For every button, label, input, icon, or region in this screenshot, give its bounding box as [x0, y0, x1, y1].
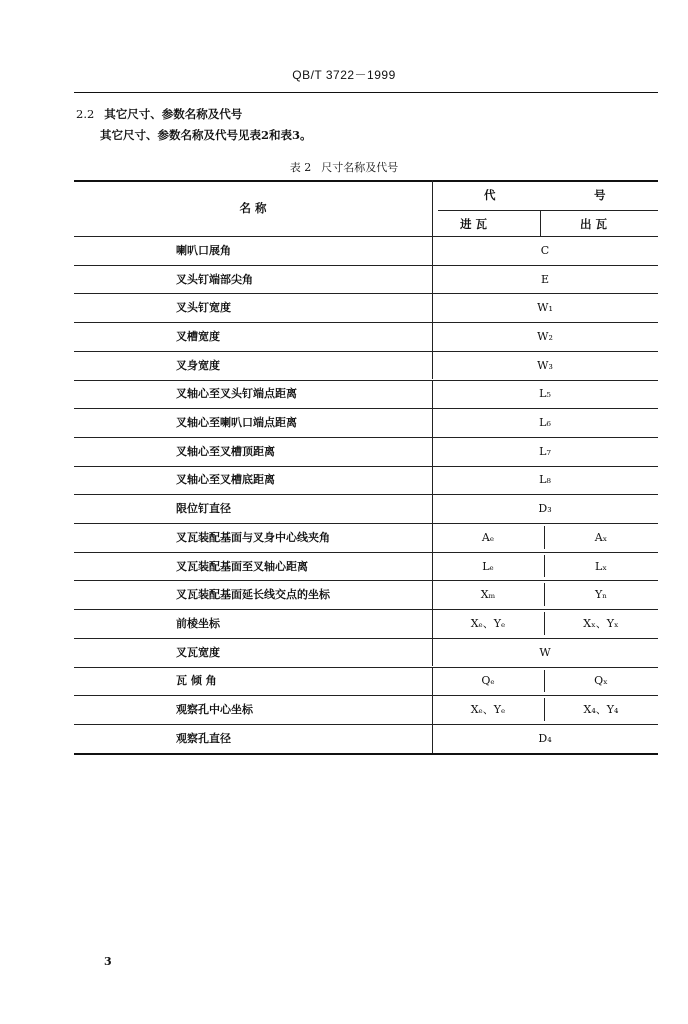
row-name: 叉轴心至叉槽底距离: [176, 473, 275, 487]
table-number: 表 2: [289, 161, 312, 174]
row-code-in: Qₑ: [481, 674, 495, 688]
row-code-out: X₄、Y₄: [583, 703, 619, 717]
section-heading: [76, 106, 242, 122]
row-rule: [74, 695, 658, 696]
row-rule: [74, 322, 658, 323]
row-name: 叉头钉宽度: [176, 301, 231, 315]
row-name: 前棱坐标: [176, 616, 220, 630]
row-code-in: Aₑ: [481, 530, 495, 544]
row-code-out: Lₓ: [595, 559, 607, 573]
row-code-in: Xₘ: [480, 588, 496, 602]
column-header-code-right: 号: [594, 188, 606, 202]
row-rule: [74, 609, 658, 610]
row-rule: [74, 293, 658, 294]
row-name: 叉瓦宽度: [176, 645, 220, 659]
row-rule: [74, 351, 658, 352]
row-code: D₄: [538, 731, 552, 745]
row-name: 叉轴心至叉槽顶距离: [176, 444, 275, 458]
row-rule: [74, 638, 658, 639]
header-rule: [74, 92, 658, 93]
subheader-out: 出 瓦: [580, 217, 608, 231]
row-name: 叉槽宽度: [176, 329, 220, 343]
row-name: 观察孔直径: [176, 731, 231, 745]
table-top-rule: [74, 180, 658, 182]
column-header-code-left: 代: [484, 188, 496, 202]
header-subdivider: [540, 210, 541, 236]
row-code: W₃: [537, 358, 553, 372]
row-rule: [74, 380, 658, 381]
row-name: 叉身宽度: [176, 358, 220, 372]
row-name: 喇叭口展角: [176, 243, 231, 257]
row-rule: [74, 552, 658, 553]
row-rule: [74, 523, 658, 524]
row-name: 观察孔中心坐标: [176, 703, 253, 717]
section-number: 2.2: [76, 107, 95, 121]
row-rule: [74, 667, 658, 668]
row-rule: [74, 494, 658, 495]
row-name: 叉瓦装配基面与叉身中心线夹角: [176, 530, 330, 544]
row-rule: [74, 437, 658, 438]
row-code-out: Aₓ: [594, 530, 608, 544]
row-code: W₁: [537, 301, 553, 315]
section-title: 其它尺寸、参数名称及代号: [104, 107, 243, 121]
column-header-name: 名 称: [239, 201, 267, 215]
row-name: 叉轴心至叉头钉端点距离: [176, 387, 297, 401]
row-code-in: Xₑ、Yₑ: [470, 703, 506, 717]
row-rule: [74, 408, 658, 409]
table-header-rule: [74, 236, 658, 237]
row-name: 瓦 倾 角: [176, 674, 217, 688]
row-code: W: [539, 645, 551, 659]
page-number: 3: [104, 955, 112, 968]
row-code: L₈: [539, 473, 551, 487]
table-title: 尺寸名称及代号: [321, 161, 399, 174]
table-bottom-rule: [74, 753, 658, 755]
row-code: E: [540, 272, 550, 286]
row-rule: [74, 466, 658, 467]
table-caption: [0, 159, 688, 175]
row-code: L₆: [539, 416, 551, 430]
subheader-in: 进 瓦: [460, 217, 488, 231]
row-rule: [74, 724, 658, 725]
row-name: 叉头钉端部尖角: [176, 272, 253, 286]
row-code: C: [540, 243, 550, 257]
row-name: 叉瓦装配基面延长线交点的坐标: [176, 588, 330, 602]
header-subrule: [438, 210, 658, 211]
row-code-in: Xₑ、Yₑ: [470, 616, 506, 630]
row-code: D₃: [538, 502, 552, 516]
section-text: 其它尺寸、参数名称及代号见表2和表3。: [100, 128, 312, 142]
document-header: QB/T 3722－1999: [292, 68, 396, 82]
row-code-out: Qₓ: [594, 674, 608, 688]
row-code: L₅: [539, 387, 551, 401]
row-name: 叉瓦装配基面至叉轴心距离: [176, 559, 308, 573]
row-code-out: Xₓ、Yₓ: [583, 616, 619, 630]
header-divider: [432, 180, 433, 236]
row-rule: [74, 265, 658, 266]
row-code: L₇: [539, 444, 551, 458]
row-code: W₂: [537, 329, 553, 343]
row-name: 限位钉直径: [176, 502, 231, 516]
row-rule: [74, 580, 658, 581]
row-code-out: Yₙ: [594, 588, 608, 602]
row-code-in: Lₑ: [482, 559, 494, 573]
row-name: 叉轴心至喇叭口端点距离: [176, 416, 297, 430]
